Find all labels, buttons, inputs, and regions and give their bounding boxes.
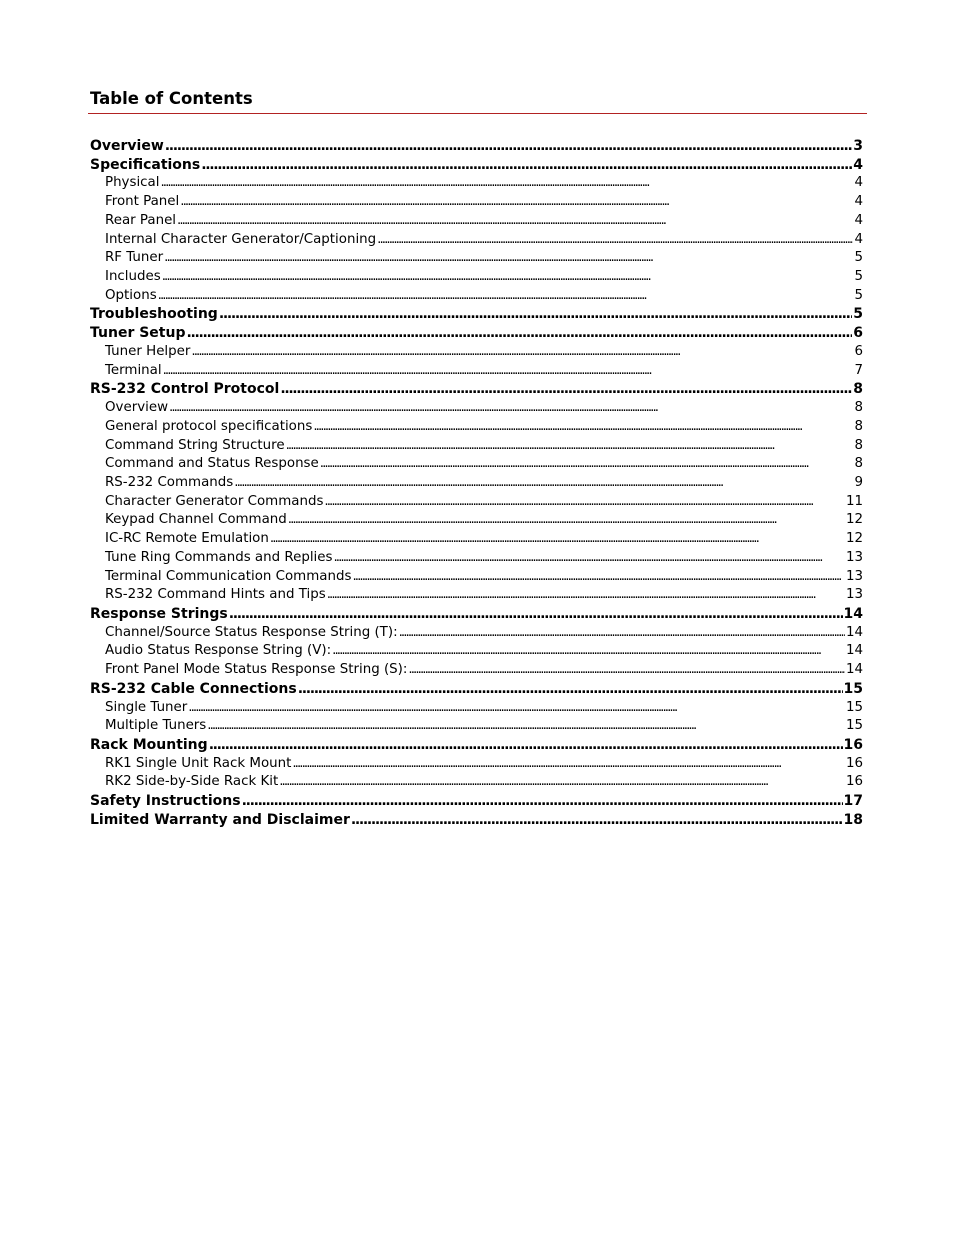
dot-leader <box>327 586 845 605</box>
toc-subentry[interactable] <box>90 642 863 661</box>
toc-subentry[interactable] <box>90 249 863 268</box>
toc-page-number: 8 <box>853 381 863 398</box>
toc-heading-entry[interactable] <box>90 792 863 811</box>
toc-page-number: 13 <box>845 549 863 565</box>
toc-heading-entry[interactable] <box>90 811 863 830</box>
toc-page-number: 11 <box>845 493 863 509</box>
toc-subentry[interactable] <box>90 699 863 718</box>
toc-page-number: 15 <box>843 680 863 697</box>
toc-subentry[interactable] <box>90 268 863 287</box>
toc-subentry[interactable] <box>90 661 863 680</box>
toc-entry-title: Multiple Tuners <box>105 718 207 734</box>
toc-entry-title: Includes <box>105 269 161 285</box>
toc-subentry[interactable] <box>90 624 863 643</box>
dot-leader <box>332 642 845 661</box>
toc-page-number: 4 <box>854 175 863 191</box>
dot-leader <box>180 193 853 212</box>
toc-page-number: 16 <box>845 774 863 790</box>
toc-entry-title: IC-RC Remote Emulation <box>105 531 269 547</box>
toc-page-number: 5 <box>854 287 863 303</box>
dot-leader <box>292 755 845 774</box>
toc-entry-title: RS-232 Commands <box>105 474 234 490</box>
dot-leader <box>169 399 853 418</box>
toc-subentry[interactable] <box>90 586 863 605</box>
toc-entry-title: Safety Instructions <box>90 793 241 810</box>
dot-leader <box>320 455 854 474</box>
toc-subentry[interactable] <box>90 474 863 493</box>
dot-leader <box>280 380 852 399</box>
toc-entry-title: RS-232 Cable Connections <box>90 680 297 697</box>
dot-leader <box>165 137 852 156</box>
toc-subentry[interactable] <box>90 455 863 474</box>
dot-leader <box>158 287 854 306</box>
dot-leader <box>219 305 852 324</box>
toc-entry-title: Options <box>105 287 157 303</box>
toc-subentry[interactable] <box>90 493 863 512</box>
toc-page-number: 14 <box>845 643 863 659</box>
toc-page-number: 15 <box>845 718 863 734</box>
toc-entry-title: Physical <box>105 175 160 191</box>
toc-entry-title: Single Tuner <box>105 699 188 715</box>
toc-entry-title: RF Tuner <box>105 250 164 266</box>
dot-leader <box>279 773 845 792</box>
toc-entry-title: RK1 Single Unit Rack Mount <box>105 755 292 771</box>
toc-page-number: 16 <box>843 737 863 753</box>
toc-subentry[interactable] <box>90 773 863 792</box>
toc-page-number: 14 <box>843 605 863 622</box>
toc-subentry[interactable] <box>90 231 863 250</box>
toc-heading-entry[interactable] <box>90 305 863 324</box>
toc-subentry[interactable] <box>90 549 863 568</box>
toc-entry-title: Tuner Helper <box>105 343 191 359</box>
toc-entry-title: Audio Status Response String (V): <box>105 643 332 659</box>
toc-entry-title: Specifications <box>90 156 201 173</box>
dot-leader <box>408 661 845 680</box>
toc-page-number: 14 <box>845 624 863 640</box>
toc-entry-title: Rear Panel <box>105 212 177 228</box>
dot-leader <box>164 249 853 268</box>
toc-subentry[interactable] <box>90 437 863 456</box>
toc-heading-entry[interactable] <box>90 324 863 343</box>
toc-entry-title: Rack Mounting <box>90 737 208 753</box>
toc-page-number: 17 <box>843 793 863 810</box>
toc-page-number: 14 <box>845 662 863 678</box>
toc-page-number: 6 <box>854 343 863 359</box>
toc-page-number: 8 <box>854 456 863 472</box>
toc-entry-title: Overview <box>90 138 164 154</box>
toc-subentry[interactable] <box>90 362 863 381</box>
dot-leader <box>377 231 853 250</box>
toc-entry-title: RS-232 Command Hints and Tips <box>105 587 326 603</box>
toc-entry-title: Limited Warranty and Disclaimer <box>90 811 350 828</box>
toc-page-number: 8 <box>854 418 863 434</box>
dot-leader <box>163 362 854 381</box>
dot-leader <box>177 212 853 231</box>
dot-leader <box>162 268 854 287</box>
toc-subentry[interactable] <box>90 399 863 418</box>
toc-entry-title: Keypad Channel Command <box>105 512 287 528</box>
toc-heading-entry[interactable] <box>90 680 863 699</box>
dot-leader <box>288 511 845 530</box>
toc-subentry[interactable] <box>90 287 863 306</box>
toc-subentry[interactable] <box>90 418 863 437</box>
title-divider <box>88 113 867 114</box>
toc-entry-title: Tune Ring Commands and Replies <box>105 549 333 565</box>
toc-entry-title: Terminal Communication Commands <box>105 568 352 584</box>
toc-entry-title: Channel/Source Status Response String (T): <box>105 624 398 640</box>
dot-leader <box>209 736 843 755</box>
toc-page-number: 5 <box>853 306 863 323</box>
toc-heading-entry[interactable] <box>90 137 863 156</box>
toc-entry-title: Overview <box>105 400 169 416</box>
toc-page-number: 13 <box>845 587 863 603</box>
toc-heading-entry[interactable] <box>90 736 863 755</box>
toc-page-number: 4 <box>854 212 863 228</box>
toc-page-number: 7 <box>854 362 863 378</box>
toc-page-number: 12 <box>845 512 863 528</box>
toc-entry-title: Front Panel Mode Status Response String (S): <box>105 662 408 678</box>
dot-leader <box>229 605 843 624</box>
dot-leader <box>188 699 845 718</box>
toc-entry-title: Response Strings <box>90 605 228 622</box>
toc-entry-title: Troubleshooting <box>90 306 218 323</box>
toc-subentry[interactable] <box>90 717 863 736</box>
toc-entry-title: Terminal <box>105 362 162 378</box>
dot-leader <box>313 418 853 437</box>
toc-page-number: 13 <box>845 568 863 584</box>
dot-leader <box>351 811 843 830</box>
toc-page-number: 3 <box>853 138 863 154</box>
dot-leader <box>234 474 853 493</box>
toc-entry-title: RK2 Side-by-Side Rack Kit <box>105 774 279 790</box>
dot-leader <box>270 530 845 549</box>
toc-entry-title: Character Generator Commands <box>105 493 324 509</box>
toc-page-number: 8 <box>854 400 863 416</box>
dot-leader <box>352 568 845 587</box>
toc-page-number: 18 <box>843 811 863 828</box>
toc-subentry[interactable] <box>90 212 863 231</box>
toc-subentry[interactable] <box>90 174 863 193</box>
dot-leader <box>242 792 843 811</box>
toc-page-number: 5 <box>854 269 863 285</box>
toc-page-number: 9 <box>854 474 863 490</box>
dot-leader <box>286 437 854 456</box>
dot-leader <box>191 343 853 362</box>
dot-leader <box>201 156 852 175</box>
dot-leader <box>324 493 845 512</box>
toc-subentry[interactable] <box>90 755 863 774</box>
dot-leader <box>207 717 845 736</box>
dot-leader <box>333 549 844 568</box>
toc-heading-entry[interactable] <box>90 380 863 399</box>
toc-page-number: 15 <box>845 699 863 715</box>
toc-heading-entry[interactable] <box>90 156 863 175</box>
toc-page-number: 16 <box>845 755 863 771</box>
toc-page-number: 5 <box>854 250 863 266</box>
dot-leader <box>160 174 853 193</box>
toc-page-number: 4 <box>853 156 863 173</box>
toc-entry-title: Command String Structure <box>105 437 285 453</box>
dot-leader <box>186 324 852 343</box>
toc-subentry[interactable] <box>90 343 863 362</box>
toc-page-number: 12 <box>845 531 863 547</box>
page-title: Table of Contents <box>90 89 253 108</box>
toc-entry-title: RS-232 Control Protocol <box>90 381 280 398</box>
toc-entry-title: Front Panel <box>105 194 180 210</box>
toc-entry-title: Internal Character Generator/Captioning <box>105 231 377 247</box>
dot-leader <box>298 680 843 699</box>
toc-page-number: 8 <box>854 437 863 453</box>
toc-entry-title: Tuner Setup <box>90 325 186 342</box>
toc-subentry[interactable] <box>90 530 863 549</box>
toc-subentry[interactable] <box>90 511 863 530</box>
toc-page-number: 4 <box>854 194 863 210</box>
toc-heading-entry[interactable] <box>90 605 863 624</box>
toc-subentry[interactable] <box>90 568 863 587</box>
toc-entry-title: General protocol specifications <box>105 418 313 434</box>
table-of-contents <box>90 137 863 830</box>
toc-page-number: 4 <box>854 231 863 247</box>
dot-leader <box>399 624 845 643</box>
toc-page-number: 6 <box>853 325 863 342</box>
toc-subentry[interactable] <box>90 193 863 212</box>
toc-entry-title: Command and Status Response <box>105 456 319 472</box>
